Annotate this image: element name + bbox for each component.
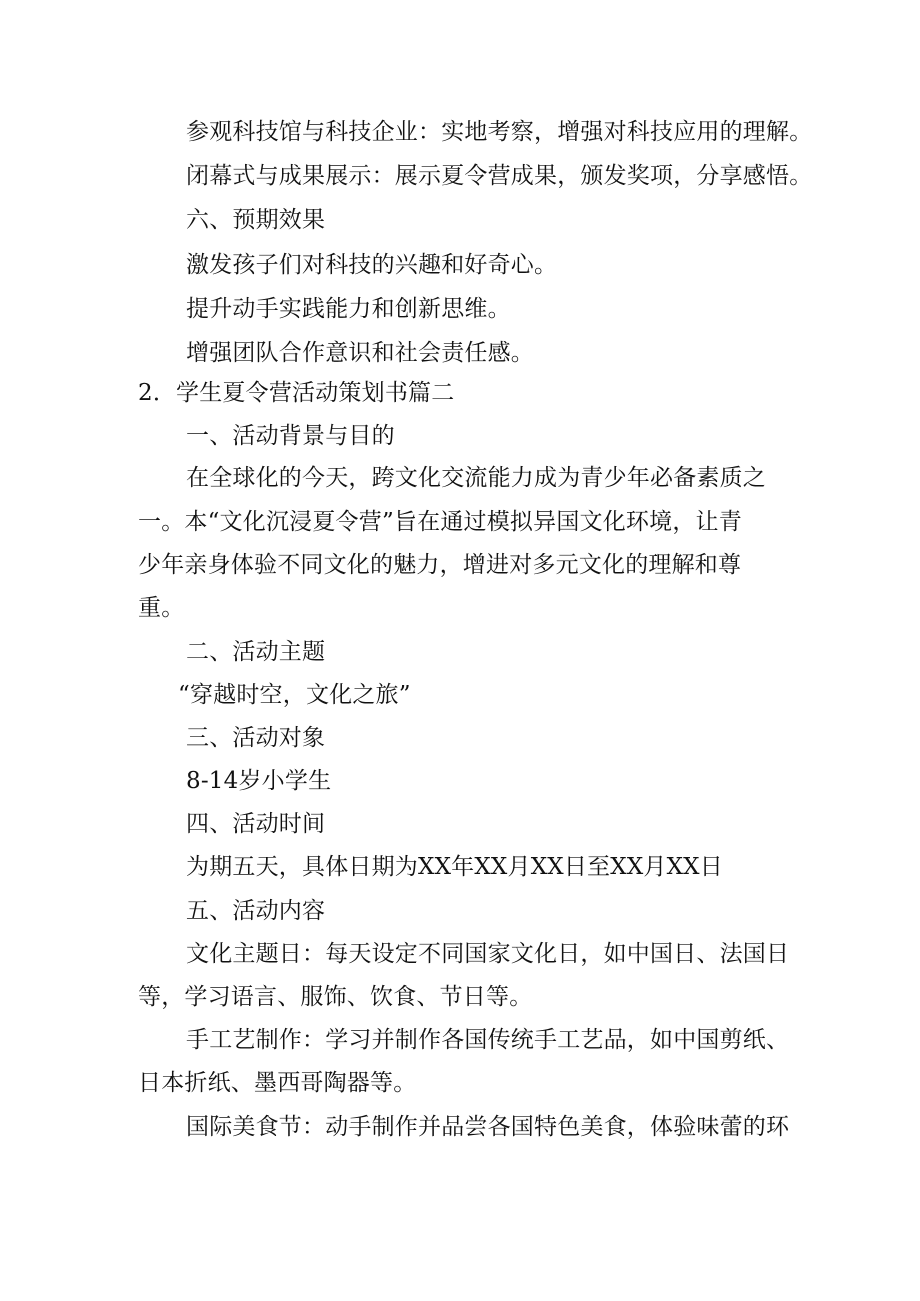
text-line: 一。本“文化沉浸夏令营”旨在通过模拟异国文化环境，让青: [138, 509, 742, 535]
text-line: 文化主题日：每天设定不同国家文化日，如中国日、法国日: [186, 941, 790, 967]
text-line: 少年亲身体验不同文化的魅力，增进对多元文化的理解和尊: [138, 552, 742, 578]
text-line: 参观科技馆与科技企业：实地考察，增强对科技应用的理解。: [186, 119, 813, 145]
text-line: 国际美食节：动手制作并品尝各国特色美食，体验味蕾的环: [186, 1114, 790, 1140]
text-line: 为期五天，具体日期为XX年XX月XX日至XX月XX日: [186, 854, 723, 880]
chapter-title: 2．学生夏令营活动策划书篇二: [138, 380, 455, 406]
section-heading: 一、活动背景与目的: [186, 423, 395, 449]
text-line: 提升动手实践能力和创新思维。: [186, 296, 511, 322]
text-line: 激发孩子们对科技的兴趣和好奇心。: [186, 252, 558, 278]
text-line: 8-14岁小学生: [186, 768, 332, 794]
text-line: 日本折纸、墨西哥陶器等。: [138, 1070, 417, 1096]
text-line: 重。: [138, 595, 185, 621]
text-line: 闭幕式与成果展示：展示夏令营成果，颁发奖项，分享感悟。: [186, 163, 813, 189]
text-line: 手工艺制作：学习并制作各国传统手工艺品，如中国剪纸、: [186, 1027, 790, 1053]
section-heading: 二、活动主题: [186, 639, 326, 665]
text-line: 在全球化的今天，跨文化交流能力成为青少年必备素质之: [186, 465, 766, 491]
section-heading: 六、预期效果: [186, 207, 326, 233]
text-line: 等，学习语言、服饰、饮食、节日等。: [138, 984, 533, 1010]
section-heading: 五、活动内容: [186, 898, 326, 924]
text-line: 增强团队合作意识和社会责任感。: [186, 340, 534, 366]
theme-quote: “穿越时空，文化之旅”: [178, 682, 411, 708]
section-heading: 四、活动时间: [186, 811, 326, 837]
section-heading: 三、活动对象: [186, 725, 326, 751]
